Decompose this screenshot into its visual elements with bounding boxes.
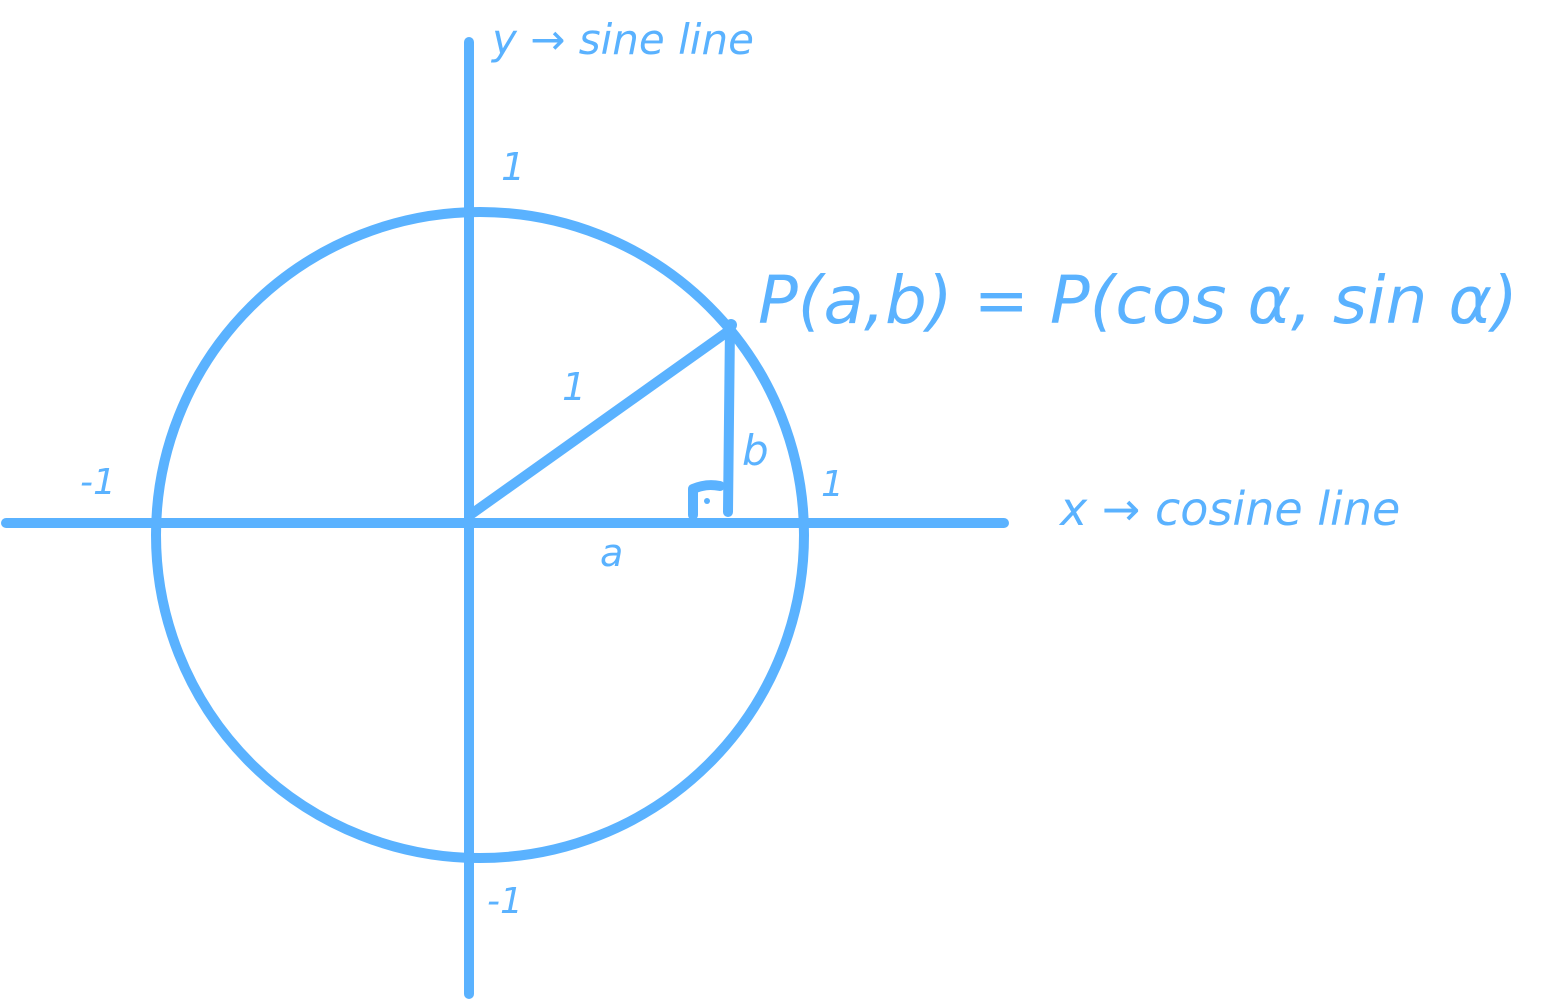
opposite-side-label: b — [742, 426, 769, 475]
top-tick-label: 1 — [501, 145, 526, 189]
x-axis-label: x → cosine line — [1060, 482, 1401, 536]
y-axis-label: y → sine line — [492, 15, 754, 64]
radius-label: 1 — [562, 365, 587, 409]
adjacent-side-label: a — [600, 531, 624, 575]
vertical-sine-segment — [728, 325, 730, 512]
unit-circle — [156, 212, 804, 858]
bottom-tick-label: -1 — [487, 881, 523, 922]
point-equation-label: P(a,b) = P(cos α, sin α) — [758, 262, 1518, 339]
right-angle-dot — [704, 498, 710, 504]
point-p-dot — [725, 319, 737, 331]
right-tick-label: 1 — [821, 464, 844, 505]
left-tick-label: -1 — [80, 462, 116, 503]
